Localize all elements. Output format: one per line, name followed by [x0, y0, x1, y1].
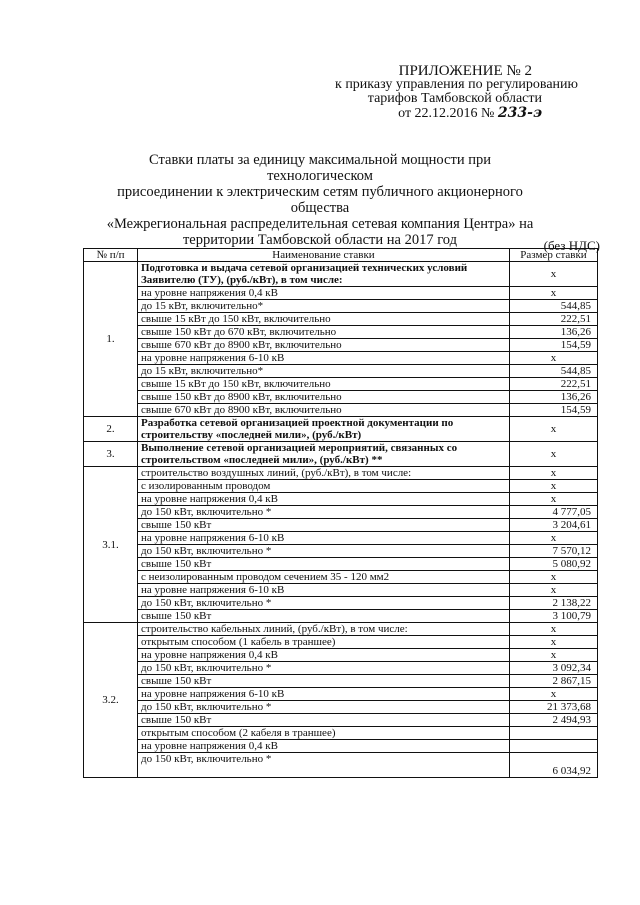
- rate-value: x: [510, 688, 598, 701]
- vat-note: (без НДС): [543, 238, 600, 253]
- rate-name: на уровне напряжения 6-10 кВ: [138, 584, 510, 597]
- header-date: от 22.12.2016 №: [398, 106, 495, 121]
- rate-name: свыше 150 кВт до 8900 кВт, включительно: [138, 391, 510, 404]
- rate-name: на уровне напряжения 0,4 кВ: [138, 493, 510, 506]
- rate-value: x: [510, 571, 598, 584]
- rate-name: свыше 150 кВт: [138, 610, 510, 623]
- rate-value: 4 777,05: [510, 506, 598, 519]
- table-row: [84, 287, 598, 300]
- rate-name: на уровне напряжения 6-10 кВ: [138, 532, 510, 545]
- rate-value: 2 867,15: [510, 675, 598, 688]
- table-row: [84, 313, 598, 326]
- rate-name: до 150 кВт, включительно *: [138, 597, 510, 610]
- document-header: [335, 64, 592, 121]
- rate-name: строительство кабельных линий, (руб./кВт), в том числе:: [138, 623, 510, 636]
- order-number-handwritten: 233-э: [497, 105, 542, 121]
- table-row: [84, 636, 598, 649]
- rate-name: до 150 кВт, включительно *: [138, 662, 510, 675]
- rate-value: 544,85: [510, 300, 598, 313]
- rate-name: на уровне напряжения 0,4 кВ: [138, 740, 510, 753]
- rate-value: x: [510, 262, 598, 287]
- table-row: [84, 493, 598, 506]
- title-line-1: Ставки платы за единицу максимальной мощности при технологическом: [149, 152, 491, 184]
- row-number: 1.: [84, 262, 138, 417]
- rate-value: 154,59: [510, 339, 598, 352]
- rate-value: 3 100,79: [510, 610, 598, 623]
- rate-name: Выполнение сетевой организацией мероприятий, связанных со строительством «последней мили», (руб./кВт) **: [138, 442, 510, 467]
- appendix-title: ПРИЛОЖЕНИЕ № 2: [398, 63, 532, 79]
- row-number: 2.: [84, 417, 138, 442]
- rate-value: 136,26: [510, 326, 598, 339]
- rate-name: свыше 150 кВт: [138, 558, 510, 571]
- rate-name: Подготовка и выдача сетевой организацией технических условий Заявителю (ТУ), (руб./кВт), в том числе:: [138, 262, 510, 287]
- rate-name: свыше 670 кВт до 8900 кВт, включительно: [138, 339, 510, 352]
- table-row: [84, 623, 598, 636]
- rate-name: до 150 кВт, включительно *: [138, 506, 510, 519]
- table-row: [84, 326, 598, 339]
- table-row: [84, 753, 598, 778]
- rate-value: 154,59: [510, 404, 598, 417]
- rate-value: x: [510, 480, 598, 493]
- table-row: [84, 442, 598, 467]
- rate-value: 7 570,12: [510, 545, 598, 558]
- table-row: [84, 740, 598, 753]
- header-size: Размер ставки: [510, 249, 598, 262]
- table-row: [84, 300, 598, 313]
- header-line-1: к приказу управления по регулированию: [335, 77, 578, 92]
- rate-value: x: [510, 442, 598, 467]
- rate-name: на уровне напряжения 0,4 кВ: [138, 649, 510, 662]
- rate-value: x: [510, 287, 598, 300]
- table-row: [84, 610, 598, 623]
- rate-value: x: [510, 584, 598, 597]
- table-row: [84, 727, 598, 740]
- rate-name: свыше 150 кВт: [138, 675, 510, 688]
- rate-name: строительство воздушных линий, (руб./кВт), в том числе:: [138, 467, 510, 480]
- rate-value: 3 092,34: [510, 662, 598, 675]
- row-number: 3.: [84, 442, 138, 467]
- rate-value: 21 373,68: [510, 701, 598, 714]
- table-row: [84, 558, 598, 571]
- table-row: [84, 480, 598, 493]
- rate-name: с изолированным проводом: [138, 480, 510, 493]
- rate-value: x: [510, 623, 598, 636]
- rate-name: с неизолированным проводом сечением 35 - 120 мм2: [138, 571, 510, 584]
- table-row: [84, 714, 598, 727]
- rate-value: x: [510, 417, 598, 442]
- rate-name: свыше 15 кВт до 150 кВт, включительно: [138, 378, 510, 391]
- rate-value: x: [510, 649, 598, 662]
- table-row: [84, 545, 598, 558]
- rate-name: до 150 кВт, включительно *: [138, 701, 510, 714]
- rate-value: x: [510, 467, 598, 480]
- table-row: [84, 532, 598, 545]
- header-line-2: тарифов Тамбовской области: [367, 91, 542, 106]
- rate-name: на уровне напряжения 6-10 кВ: [138, 688, 510, 701]
- table-header-row: [84, 249, 598, 262]
- rate-value: 2 138,22: [510, 597, 598, 610]
- rate-name: до 15 кВт, включительно*: [138, 300, 510, 313]
- rate-value: 222,51: [510, 378, 598, 391]
- rate-value: 6 034,92: [510, 753, 598, 778]
- table-row: [84, 662, 598, 675]
- row-number: 3.2.: [84, 623, 138, 778]
- table-row: [84, 467, 598, 480]
- row-number: 3.1.: [84, 467, 138, 623]
- table-row: [84, 417, 598, 442]
- document-title: [100, 152, 540, 248]
- rate-value: [510, 727, 598, 740]
- table-row: [84, 404, 598, 417]
- rate-value: 544,85: [510, 365, 598, 378]
- rate-name: открытым способом (1 кабель в траншее): [138, 636, 510, 649]
- rate-name: свыше 150 кВт до 670 кВт, включительно: [138, 326, 510, 339]
- table-row: [84, 519, 598, 532]
- title-line-2: присоединении к электрическим сетям публичного акционерного общества: [117, 184, 523, 216]
- title-line-3: «Межрегиональная распределительная сетевая компания Центра» на: [106, 216, 534, 232]
- header-date-line: [335, 106, 542, 121]
- table-row: [84, 584, 598, 597]
- rate-value: x: [510, 636, 598, 649]
- table-row: [84, 506, 598, 519]
- table-row: [84, 391, 598, 404]
- table-row: [84, 352, 598, 365]
- rate-value: 136,26: [510, 391, 598, 404]
- table-row: [84, 339, 598, 352]
- header-name: Наименование ставки: [138, 249, 510, 262]
- table-row: [84, 365, 598, 378]
- rate-name: до 150 кВт, включительно *: [138, 753, 510, 778]
- rate-name: Разработка сетевой организацией проектной документации по строительству «последней мили», (руб./кВт): [138, 417, 510, 442]
- table-row: [84, 597, 598, 610]
- rate-value: 3 204,61: [510, 519, 598, 532]
- table-row: [84, 571, 598, 584]
- table-row: [84, 701, 598, 714]
- rate-value: x: [510, 532, 598, 545]
- rate-name: на уровне напряжения 0,4 кВ: [138, 287, 510, 300]
- rate-value: x: [510, 493, 598, 506]
- table-row: [84, 675, 598, 688]
- header-num: № п/п: [84, 249, 138, 262]
- rate-name: открытым способом (2 кабеля в траншее): [138, 727, 510, 740]
- table-row: [84, 649, 598, 662]
- rate-value: 2 494,93: [510, 714, 598, 727]
- rate-name: свыше 670 кВт до 8900 кВт, включительно: [138, 404, 510, 417]
- rate-name: до 15 кВт, включительно*: [138, 365, 510, 378]
- rate-value: 222,51: [510, 313, 598, 326]
- rate-value: [510, 740, 598, 753]
- rates-table: [83, 248, 598, 778]
- table-row: [84, 262, 598, 287]
- rate-value: x: [510, 352, 598, 365]
- rate-name: до 150 кВт, включительно *: [138, 545, 510, 558]
- rate-name: свыше 150 кВт: [138, 714, 510, 727]
- rate-name: на уровне напряжения 6-10 кВ: [138, 352, 510, 365]
- rate-value: 5 080,92: [510, 558, 598, 571]
- table-row: [84, 688, 598, 701]
- rate-name: свыше 150 кВт: [138, 519, 510, 532]
- table-row: [84, 378, 598, 391]
- rate-name: свыше 15 кВт до 150 кВт, включительно: [138, 313, 510, 326]
- title-line-4: территории Тамбовской области на 2017 год: [182, 232, 458, 248]
